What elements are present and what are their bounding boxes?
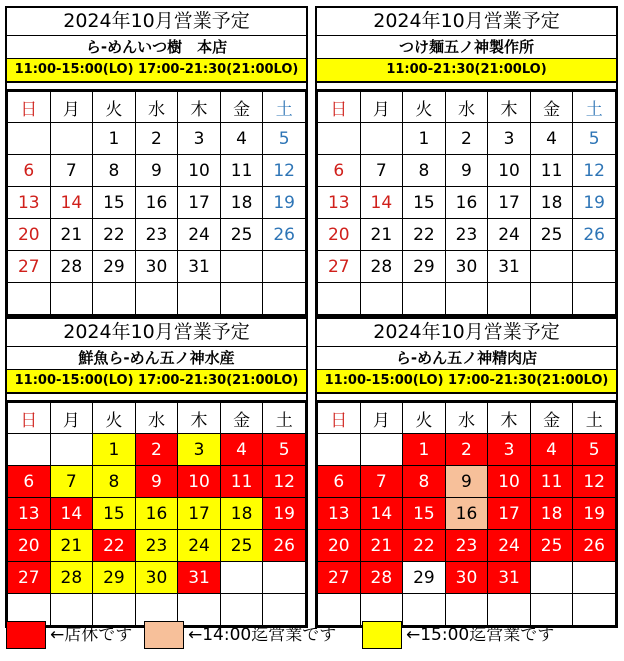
- calendar-grid: [317, 91, 616, 315]
- day-cell: 16: [135, 498, 178, 530]
- day-cell: 23: [135, 219, 178, 251]
- day-cell: 1: [403, 434, 446, 466]
- calendar-panel: [315, 317, 618, 628]
- calendar-panel: [5, 6, 308, 317]
- calendar-week-row: [318, 283, 616, 315]
- empty-day-cell: [93, 283, 136, 315]
- day-cell: 15: [93, 187, 136, 219]
- calendar-week-row: [8, 155, 306, 187]
- weekday-header-row: [8, 92, 306, 123]
- day-cell: 6: [8, 155, 51, 187]
- weekday-label: 土: [263, 92, 306, 123]
- calendar-week-row: [318, 530, 616, 562]
- day-cell: 3: [178, 434, 221, 466]
- day-cell: 5: [263, 123, 306, 155]
- day-cell: 8: [93, 155, 136, 187]
- day-cell: 19: [573, 498, 616, 530]
- empty-day-cell: [8, 123, 51, 155]
- day-cell: 2: [135, 434, 178, 466]
- day-cell: 28: [50, 562, 93, 594]
- day-cell: 28: [50, 251, 93, 283]
- weekday-label: 水: [135, 92, 178, 123]
- day-cell: 7: [360, 466, 403, 498]
- day-cell: 23: [445, 530, 488, 562]
- day-cell: 4: [220, 434, 263, 466]
- empty-day-cell: [8, 434, 51, 466]
- day-cell: 13: [318, 498, 361, 530]
- calendar-week-row: [8, 498, 306, 530]
- day-cell: 9: [445, 466, 488, 498]
- day-cell: 24: [178, 219, 221, 251]
- calendar-week-row: [8, 219, 306, 251]
- panel-spacer: [317, 83, 616, 91]
- day-cell: 1: [403, 123, 446, 155]
- day-cell: 18: [220, 498, 263, 530]
- day-cell: 13: [8, 498, 51, 530]
- calendar-panel: [5, 317, 308, 628]
- day-cell: 4: [530, 123, 573, 155]
- panel-title: 2024年10月営業予定: [317, 8, 616, 36]
- weekday-header-row: [318, 403, 616, 434]
- day-cell: 27: [8, 562, 51, 594]
- day-cell: 26: [263, 219, 306, 251]
- day-cell: 10: [488, 155, 531, 187]
- empty-day-cell: [135, 283, 178, 315]
- panel-title: 2024年10月営業予定: [7, 319, 306, 347]
- weekday-label: 日: [8, 92, 51, 123]
- day-cell: 9: [135, 155, 178, 187]
- day-cell: 12: [263, 155, 306, 187]
- empty-day-cell: [360, 434, 403, 466]
- weekday-label: 火: [93, 403, 136, 434]
- day-cell: 6: [8, 466, 51, 498]
- day-cell: 19: [573, 187, 616, 219]
- day-cell: 26: [573, 219, 616, 251]
- calendar-week-row: [8, 466, 306, 498]
- weekday-label: 火: [403, 92, 446, 123]
- day-cell: 3: [488, 434, 531, 466]
- weekday-header-row: [8, 403, 306, 434]
- day-cell: 20: [8, 219, 51, 251]
- day-cell: 21: [360, 219, 403, 251]
- day-cell: 12: [573, 155, 616, 187]
- day-cell: 19: [263, 498, 306, 530]
- day-cell: 9: [135, 466, 178, 498]
- empty-day-cell: [50, 123, 93, 155]
- day-cell: 22: [403, 530, 446, 562]
- day-cell: 26: [573, 530, 616, 562]
- day-cell: 16: [135, 187, 178, 219]
- day-cell: 18: [220, 187, 263, 219]
- weekday-label: 土: [573, 403, 616, 434]
- calendar-week-row: [8, 562, 306, 594]
- day-cell: 6: [318, 466, 361, 498]
- day-cell: 8: [403, 155, 446, 187]
- day-cell: 10: [488, 466, 531, 498]
- empty-day-cell: [263, 251, 306, 283]
- weekday-label: 金: [530, 403, 573, 434]
- empty-day-cell: [318, 123, 361, 155]
- day-cell: 1: [93, 434, 136, 466]
- legend-label-until-1400: ←14:00迄営業です: [188, 625, 337, 645]
- empty-day-cell: [573, 251, 616, 283]
- calendar-week-row: [318, 498, 616, 530]
- day-cell: 25: [530, 219, 573, 251]
- day-cell: 12: [573, 466, 616, 498]
- weekday-label: 月: [360, 92, 403, 123]
- calendar-grid: [7, 402, 306, 626]
- calendar-week-row: [318, 251, 616, 283]
- empty-day-cell: [263, 283, 306, 315]
- day-cell: 20: [8, 530, 51, 562]
- day-cell: 3: [488, 123, 531, 155]
- empty-day-cell: [445, 283, 488, 315]
- day-cell: 24: [488, 530, 531, 562]
- weekday-label: 日: [318, 92, 361, 123]
- day-cell: 7: [50, 155, 93, 187]
- legend-label-closed: ←店休です: [50, 625, 133, 645]
- empty-day-cell: [318, 434, 361, 466]
- day-cell: 31: [488, 562, 531, 594]
- calendar-week-row: [8, 434, 306, 466]
- business-hours: 11:00-15:00(LO) 17:00-21:30(21:00LO): [7, 370, 306, 394]
- day-cell: 20: [318, 219, 361, 251]
- weekday-label: 土: [263, 403, 306, 434]
- calendar-week-row: [8, 283, 306, 315]
- day-cell: 27: [318, 251, 361, 283]
- day-cell: 28: [360, 251, 403, 283]
- day-cell: 29: [93, 562, 136, 594]
- day-cell: 21: [50, 530, 93, 562]
- weekday-label: 水: [135, 403, 178, 434]
- weekday-label: 月: [50, 403, 93, 434]
- empty-day-cell: [50, 283, 93, 315]
- empty-day-cell: [360, 283, 403, 315]
- shop-name: つけ麺五ノ神製作所: [317, 36, 616, 59]
- panel-title: 2024年10月営業予定: [317, 319, 616, 347]
- panel-spacer: [7, 394, 306, 402]
- day-cell: 3: [178, 123, 221, 155]
- legend-swatch-until-1400: [144, 621, 184, 649]
- empty-day-cell: [403, 283, 446, 315]
- day-cell: 17: [178, 498, 221, 530]
- weekday-label: 金: [530, 92, 573, 123]
- business-hours: 11:00-15:00(LO) 17:00-21:30(21:00LO): [317, 370, 616, 394]
- day-cell: 7: [360, 155, 403, 187]
- calendar-week-row: [8, 123, 306, 155]
- day-cell: 29: [93, 251, 136, 283]
- calendar-week-row: [318, 187, 616, 219]
- day-cell: 15: [403, 187, 446, 219]
- day-cell: 14: [360, 187, 403, 219]
- day-cell: 22: [93, 219, 136, 251]
- calendar-week-row: [318, 466, 616, 498]
- weekday-label: 金: [220, 403, 263, 434]
- calendar-week-row: [8, 530, 306, 562]
- day-cell: 17: [488, 498, 531, 530]
- weekday-label: 火: [403, 403, 446, 434]
- calendar-week-row: [318, 562, 616, 594]
- day-cell: 25: [220, 219, 263, 251]
- day-cell: 21: [360, 530, 403, 562]
- weekday-label: 日: [8, 403, 51, 434]
- business-hours: 11:00-21:30(21:00LO): [317, 59, 616, 83]
- empty-day-cell: [8, 283, 51, 315]
- day-cell: 31: [178, 562, 221, 594]
- day-cell: 10: [178, 155, 221, 187]
- calendar-grid: [317, 402, 616, 626]
- day-cell: 13: [318, 187, 361, 219]
- empty-day-cell: [178, 283, 221, 315]
- day-cell: 5: [263, 434, 306, 466]
- empty-day-cell: [360, 123, 403, 155]
- day-cell: 15: [93, 498, 136, 530]
- weekday-label: 火: [93, 92, 136, 123]
- empty-day-cell: [50, 434, 93, 466]
- day-cell: 14: [50, 187, 93, 219]
- business-hours: 11:00-15:00(LO) 17:00-21:30(21:00LO): [7, 59, 306, 83]
- day-cell: 25: [220, 530, 263, 562]
- day-cell: 16: [445, 187, 488, 219]
- shop-name: ら-めんいつ樹 本店: [7, 36, 306, 59]
- weekday-label: 月: [360, 403, 403, 434]
- day-cell: 14: [50, 498, 93, 530]
- empty-day-cell: [573, 283, 616, 315]
- day-cell: 24: [488, 219, 531, 251]
- day-cell: 6: [318, 155, 361, 187]
- weekday-label: 木: [488, 92, 531, 123]
- day-cell: 17: [488, 187, 531, 219]
- day-cell: 11: [220, 155, 263, 187]
- day-cell: 25: [530, 530, 573, 562]
- day-cell: 8: [403, 466, 446, 498]
- day-cell: 27: [318, 562, 361, 594]
- shop-name: ら-めん五ノ神精肉店: [317, 347, 616, 370]
- calendar-week-row: [318, 434, 616, 466]
- day-cell: 4: [220, 123, 263, 155]
- day-cell: 30: [445, 251, 488, 283]
- day-cell: 24: [178, 530, 221, 562]
- weekday-label: 金: [220, 92, 263, 123]
- day-cell: 22: [93, 530, 136, 562]
- day-cell: 18: [530, 498, 573, 530]
- day-cell: 11: [530, 155, 573, 187]
- weekday-label: 日: [318, 403, 361, 434]
- day-cell: 18: [530, 187, 573, 219]
- day-cell: 19: [263, 187, 306, 219]
- empty-day-cell: [220, 251, 263, 283]
- day-cell: 5: [573, 434, 616, 466]
- day-cell: 31: [488, 251, 531, 283]
- day-cell: 13: [8, 187, 51, 219]
- shop-name: 鮮魚ら-めん五ノ神水産: [7, 347, 306, 370]
- weekday-label: 水: [445, 92, 488, 123]
- calendar-grid: [7, 91, 306, 315]
- day-cell: 30: [135, 562, 178, 594]
- legend: [6, 621, 618, 654]
- calendar-week-row: [318, 155, 616, 187]
- empty-day-cell: [263, 562, 306, 594]
- day-cell: 30: [445, 562, 488, 594]
- panel-spacer: [7, 83, 306, 91]
- calendar-week-row: [8, 187, 306, 219]
- day-cell: 20: [318, 530, 361, 562]
- legend-label-until-1500: ←15:00迄営業です: [406, 625, 555, 645]
- day-cell: 2: [135, 123, 178, 155]
- day-cell: 11: [220, 466, 263, 498]
- panel-spacer: [317, 394, 616, 402]
- calendar-week-row: [318, 123, 616, 155]
- day-cell: 14: [360, 498, 403, 530]
- day-cell: 5: [573, 123, 616, 155]
- day-cell: 1: [93, 123, 136, 155]
- day-cell: 29: [403, 251, 446, 283]
- day-cell: 8: [93, 466, 136, 498]
- day-cell: 30: [135, 251, 178, 283]
- weekday-label: 水: [445, 403, 488, 434]
- empty-day-cell: [488, 283, 531, 315]
- day-cell: 29: [403, 562, 446, 594]
- calendar-panel: [315, 6, 618, 317]
- weekday-label: 木: [178, 92, 221, 123]
- day-cell: 12: [263, 466, 306, 498]
- day-cell: 10: [178, 466, 221, 498]
- day-cell: 9: [445, 155, 488, 187]
- day-cell: 11: [530, 466, 573, 498]
- day-cell: 17: [178, 187, 221, 219]
- empty-day-cell: [220, 283, 263, 315]
- empty-day-cell: [318, 283, 361, 315]
- empty-day-cell: [573, 562, 616, 594]
- day-cell: 26: [263, 530, 306, 562]
- legend-swatch-until-1500: [362, 621, 402, 649]
- calendar-week-row: [318, 219, 616, 251]
- empty-day-cell: [220, 562, 263, 594]
- legend-swatch-closed: [6, 621, 46, 649]
- weekday-header-row: [318, 92, 616, 123]
- day-cell: 22: [403, 219, 446, 251]
- calendar-week-row: [8, 251, 306, 283]
- empty-day-cell: [530, 251, 573, 283]
- day-cell: 2: [445, 123, 488, 155]
- panel-title: 2024年10月営業予定: [7, 8, 306, 36]
- day-cell: 2: [445, 434, 488, 466]
- day-cell: 23: [135, 530, 178, 562]
- empty-day-cell: [530, 283, 573, 315]
- empty-day-cell: [530, 562, 573, 594]
- day-cell: 27: [8, 251, 51, 283]
- weekday-label: 月: [50, 92, 93, 123]
- day-cell: 28: [360, 562, 403, 594]
- day-cell: 21: [50, 219, 93, 251]
- day-cell: 31: [178, 251, 221, 283]
- day-cell: 4: [530, 434, 573, 466]
- day-cell: 16: [445, 498, 488, 530]
- day-cell: 23: [445, 219, 488, 251]
- day-cell: 15: [403, 498, 446, 530]
- weekday-label: 木: [178, 403, 221, 434]
- weekday-label: 木: [488, 403, 531, 434]
- weekday-label: 土: [573, 92, 616, 123]
- day-cell: 7: [50, 466, 93, 498]
